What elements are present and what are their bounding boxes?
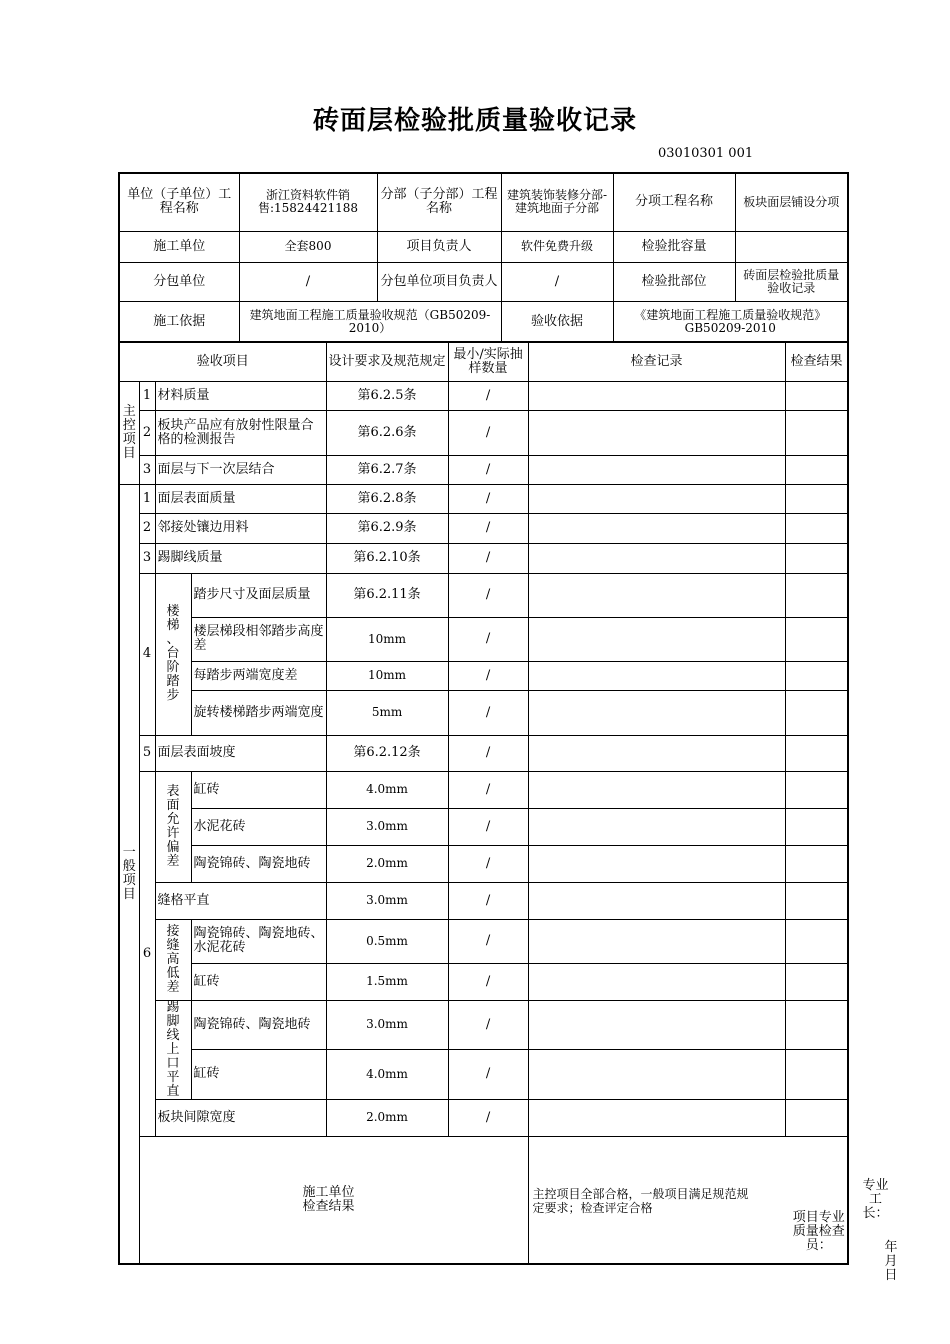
main-items-label: 主 控 项 目 <box>119 381 139 484</box>
footer-body <box>528 1136 898 1283</box>
sub-item-record <box>528 690 785 735</box>
general-item-name: 面层表面坡度 <box>155 735 326 771</box>
sub-pm-label: 分包单位项目负责人 <box>377 262 501 301</box>
foreman-label: 专业工长： <box>862 1177 889 1221</box>
general-item-no: 4 <box>139 573 155 735</box>
general-item-name: 面层表面质量 <box>155 484 326 513</box>
main-item-result <box>785 410 848 455</box>
sub-item-spec: 10mm <box>326 661 448 690</box>
seam-straightness-name: 缝格平直 <box>155 882 326 919</box>
seam-straightness-record <box>528 882 785 919</box>
sub-item-sample: / <box>448 919 528 963</box>
sub-item-sample: / <box>448 845 528 882</box>
main-item-sample: / <box>448 455 528 484</box>
sub-item-result <box>785 617 848 661</box>
general-item-sample: / <box>448 543 528 573</box>
general-item-result <box>785 735 848 771</box>
main-item-result <box>785 455 848 484</box>
sub-item-record <box>528 963 785 1000</box>
capacity-label: 检验批容量 <box>613 231 735 262</box>
main-item-record <box>528 381 785 410</box>
sub-item-result <box>785 1000 848 1050</box>
part-value: 砖面层检验批质量验收记录 <box>735 262 848 301</box>
general-item-no: 6 <box>139 771 155 1136</box>
sub-item-spec: 0.5mm <box>326 919 448 963</box>
page-title: 砖面层检验批质量验收记录 <box>312 106 637 136</box>
main-item-result <box>785 381 848 410</box>
sub-item-sample: / <box>448 1050 528 1100</box>
main-item-sample: / <box>448 410 528 455</box>
sub-item-name: 每踏步两端宽度差 <box>191 661 326 690</box>
gap-width-spec: 2.0mm <box>326 1099 448 1136</box>
general-item-no: 3 <box>139 543 155 573</box>
sub-item-spec: 第6.2.11条 <box>326 573 448 617</box>
sub-item-name: 楼层梯段相邻踏步高度差 <box>191 617 326 661</box>
gap-width-record <box>528 1099 785 1136</box>
main-item-record <box>528 455 785 484</box>
col-record: 检查记录 <box>528 342 785 381</box>
sub-item-record <box>528 845 785 882</box>
sub-item-record <box>528 573 785 617</box>
general-item-spec: 第6.2.8条 <box>326 484 448 513</box>
sub-item-spec: 3.0mm <box>326 808 448 845</box>
capacity-value <box>735 231 848 262</box>
division-value: 建筑装饰装修分部-建筑地面子分部 <box>501 173 613 231</box>
main-item-name: 板块产品应有放射性限量合格的检测报告 <box>155 410 326 455</box>
sub-item-name: 缸砖 <box>191 771 326 808</box>
sub-item-record <box>528 1050 785 1100</box>
col-spec: 设计要求及规范规定 <box>326 342 448 381</box>
sub-item-record <box>528 919 785 963</box>
general-item-no: 1 <box>139 484 155 513</box>
sub-item-spec: 2.0mm <box>326 845 448 882</box>
main-item-spec: 第6.2.5条 <box>326 381 448 410</box>
sub-item-sample: / <box>448 617 528 661</box>
sub-item-result <box>785 573 848 617</box>
doc-code: 03010301 001 <box>658 146 754 161</box>
sub-item-record <box>528 661 785 690</box>
col-result: 检查结果 <box>785 342 848 381</box>
sub-item-spec: 3.0mm <box>326 1000 448 1050</box>
general-item-no: 5 <box>139 735 155 771</box>
inspector-label: 项目专业质量检查员： <box>792 1209 845 1253</box>
sub-pm-value: / <box>501 262 613 301</box>
pm-value: 软件免费升级 <box>501 231 613 262</box>
sub-item-result <box>785 845 848 882</box>
sub-item-sample: / <box>448 808 528 845</box>
general-item-record <box>528 484 785 513</box>
sub-item-sample: / <box>448 661 528 690</box>
main-item-no: 1 <box>139 381 155 410</box>
date-label: 年 月 日 <box>884 1239 898 1283</box>
general-item-record <box>528 735 785 771</box>
general-item-record <box>528 543 785 573</box>
surface-deviation-group: 表 面 允 许 偏 差 <box>155 771 191 882</box>
general-item-record <box>528 513 785 543</box>
sub-item-result <box>785 808 848 845</box>
general-item-sample: / <box>448 513 528 543</box>
main-item-no: 2 <box>139 410 155 455</box>
footer-label-text: 施工单位检查结果 <box>302 1184 355 1214</box>
sub-item-record <box>528 771 785 808</box>
main-item-no: 3 <box>139 455 155 484</box>
sub-item-spec: 1.5mm <box>326 963 448 1000</box>
sub-item-sample: / <box>448 690 528 735</box>
general-item-spec: 第6.2.12条 <box>326 735 448 771</box>
main-item-name: 面层与下一次层结合 <box>155 455 326 484</box>
general-items-label: 一 般 项 目 <box>119 484 139 1264</box>
main-item-spec: 第6.2.7条 <box>326 455 448 484</box>
subcontractor-label: 分包单位 <box>119 262 239 301</box>
kickline-group: 踢 脚 线 上 口 平 直 <box>155 1000 191 1099</box>
gap-width-sample: / <box>448 1099 528 1136</box>
sub-item-record <box>528 808 785 845</box>
general-item-result <box>785 543 848 573</box>
general-item-spec: 第6.2.10条 <box>326 543 448 573</box>
main-item-record <box>528 410 785 455</box>
general-item-result <box>785 513 848 543</box>
gap-width-name: 板块间隙宽度 <box>155 1099 326 1136</box>
sub-item-name: 缸砖 <box>191 1050 326 1100</box>
header-table <box>118 172 849 343</box>
stairs-group-label: 楼 梯 、 台 阶 踏 步 <box>155 573 191 735</box>
sub-item-name: 踏步尺寸及面层质量 <box>191 573 326 617</box>
col-sample: 最小/实际抽样数量 <box>448 342 528 381</box>
basis-label: 施工依据 <box>119 301 239 342</box>
general-item-no: 2 <box>139 513 155 543</box>
sub-item-result <box>785 690 848 735</box>
unit-value: 浙江资料软件销售:15824421188 <box>239 173 377 231</box>
sub-item-name: 水泥花砖 <box>191 808 326 845</box>
sub-item-result <box>785 919 848 963</box>
seam-straightness-spec: 3.0mm <box>326 882 448 919</box>
seam-straightness-sample: / <box>448 882 528 919</box>
sub-item-name: 陶瓷锦砖、陶瓷地砖 <box>191 1000 326 1050</box>
contractor-label: 施工单位 <box>119 231 239 262</box>
basis-value: 建筑地面工程施工质量验收规范（GB50209-2010） <box>239 301 501 342</box>
general-item-sample: / <box>448 484 528 513</box>
subitem-label: 分项工程名称 <box>613 173 735 231</box>
footer-result: 主控项目全部合格，一般项目满足规范规定要求；检查评定合格 <box>532 1186 749 1215</box>
sub-item-sample: / <box>448 1000 528 1050</box>
sub-item-result <box>785 771 848 808</box>
sub-item-spec: 4.0mm <box>326 771 448 808</box>
general-item-name: 踢脚线质量 <box>155 543 326 573</box>
general-item-name: 邻接处镶边用料 <box>155 513 326 543</box>
sub-item-name: 陶瓷锦砖、陶瓷地砖 <box>191 845 326 882</box>
unit-label: 单位（子单位）工程名称 <box>119 173 239 231</box>
sub-item-sample: / <box>448 573 528 617</box>
division-label: 分部（子分部）工程名称 <box>377 173 501 231</box>
seam-straightness-result <box>785 882 848 919</box>
sub-item-sample: / <box>448 963 528 1000</box>
main-item-sample: / <box>448 381 528 410</box>
subitem-value: 板块面层铺设分项 <box>735 173 848 231</box>
general-item-result <box>785 484 848 513</box>
general-item-sample: / <box>448 735 528 771</box>
main-item-name: 材料质量 <box>155 381 326 410</box>
part-label: 检验批部位 <box>613 262 735 301</box>
sub-item-result <box>785 963 848 1000</box>
sub-item-record <box>528 617 785 661</box>
col-item: 验收项目 <box>119 342 326 381</box>
main-item-spec: 第6.2.6条 <box>326 410 448 455</box>
sub-item-name: 陶瓷锦砖、陶瓷地砖、水泥花砖 <box>191 919 326 963</box>
sub-item-name: 旋转楼梯踏步两端宽度 <box>191 690 326 735</box>
subcontractor-value: / <box>239 262 377 301</box>
acceptance-basis-label: 验收依据 <box>501 301 613 342</box>
contractor-value: 全套800 <box>239 231 377 262</box>
sub-item-result <box>785 661 848 690</box>
sub-item-spec: 4.0mm <box>326 1050 448 1100</box>
joint-height-group: 接 缝 高 低 差 <box>155 919 191 1000</box>
general-item-spec: 第6.2.9条 <box>326 513 448 543</box>
sub-item-record <box>528 1000 785 1050</box>
sub-item-result <box>785 1050 848 1100</box>
sub-item-name: 缸砖 <box>191 963 326 1000</box>
footer-label <box>139 1136 528 1264</box>
inspection-table <box>118 341 898 1283</box>
sub-item-spec: 10mm <box>326 617 448 661</box>
acceptance-basis-value: 《建筑地面工程施工质量验收规范》GB50209-2010 <box>613 301 848 342</box>
pm-label: 项目负责人 <box>377 231 501 262</box>
gap-width-result <box>785 1099 848 1136</box>
sub-item-spec: 5mm <box>326 690 448 735</box>
sub-item-sample: / <box>448 771 528 808</box>
